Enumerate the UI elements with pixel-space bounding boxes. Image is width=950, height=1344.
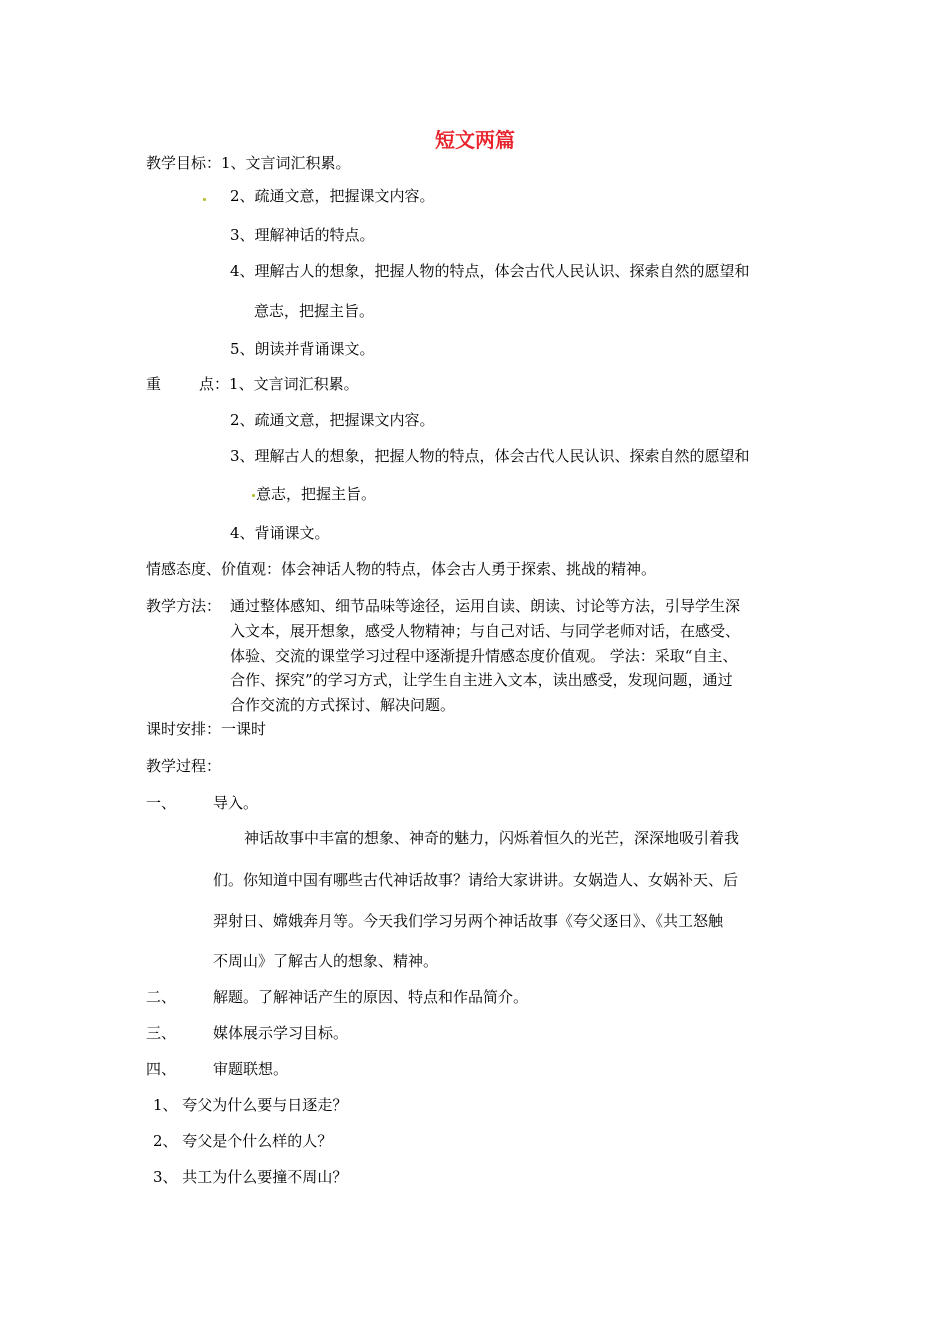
- objective-item: 2、疏通文意，把握课文内容。: [230, 187, 435, 205]
- objective-item-continued: 意志，把握主旨。: [254, 302, 375, 320]
- question-item: 3、 共工为什么要撞不周山？: [153, 1168, 348, 1186]
- schedule-line: 课时安排：一课时: [146, 720, 267, 738]
- objective-item: 5、朗读并背诵课文。: [230, 340, 375, 358]
- step-text: 解题。了解神话产生的原因、特点和作品简介。: [213, 988, 529, 1006]
- process-label: 教学过程：: [146, 757, 222, 775]
- emotion-line: 情感态度、价值观：体会神话人物的特点，体会古人勇于探索、挑战的精神。: [146, 560, 657, 578]
- stray-mark: [252, 494, 255, 497]
- step-number: 四、: [146, 1060, 177, 1078]
- step-number: 二、: [146, 988, 177, 1006]
- methods-line: 合作、探究”的学习方式，让学生自主进入文本，读出感受，发现问题，通过: [230, 671, 733, 689]
- question-item: 2、 夸父是个什么样的人？: [153, 1132, 333, 1150]
- objectives-first-line: [146, 154, 351, 172]
- methods-line: 入文本，展开想象，感受人物精神；与自己对话、与同学老师对话，在感受、: [230, 622, 741, 640]
- methods-line: 合作交流的方式探讨、解决问题。: [230, 696, 456, 714]
- question-item: 1、 夸父为什么要与日逐走？: [153, 1096, 348, 1114]
- objective-item: 3、理解神话的特点。: [230, 226, 375, 244]
- objective-item: 4、理解古人的想象，把握人物的特点，体会古代人民认识、探索自然的愿望和: [230, 262, 750, 280]
- intro-paragraph-line: 神话故事中丰富的想象、神奇的魅力，闪烁着恒久的光芒，深深地吸引着我: [244, 829, 740, 847]
- intro-paragraph-line: 不周山》了解古人的想象、精神。: [213, 952, 439, 970]
- key-point-item: 3、理解古人的想象，把握人物的特点，体会古代人民认识、探索自然的愿望和: [230, 447, 750, 465]
- step-number: 三、: [146, 1024, 177, 1042]
- objectives-label: 教学目标：: [146, 154, 222, 172]
- intro-paragraph-line: 羿射日、嫦娥奔月等。今天我们学习另两个神话故事《夸父逐日》、《共工怒触: [213, 912, 724, 930]
- key-point-item: 4、背诵课文。: [230, 524, 330, 542]
- key-point-item: 2、疏通文意，把握课文内容。: [230, 411, 435, 429]
- step-number: 一、: [146, 794, 177, 812]
- stray-mark: [203, 198, 206, 201]
- document-title: 短文两篇: [435, 128, 515, 152]
- methods-line: 通过整体感知、细节品味等途径，运用自读、朗读、讨论等方法，引导学生深: [230, 597, 741, 615]
- methods-label: 教学方法：: [146, 597, 222, 615]
- step-text: 审题联想。: [213, 1060, 289, 1078]
- step-text: 导入。: [213, 794, 259, 812]
- key-point-item-continued: 意志，把握主旨。: [256, 485, 377, 503]
- intro-paragraph-line: 们。你知道中国有哪些古代神话故事？请给大家讲讲。女娲造人、女娲补天、后: [213, 871, 739, 889]
- objective-item: 1、文言词汇积累。: [221, 154, 351, 172]
- key-points-label-b: 点：: [199, 375, 230, 393]
- key-point-item: 1、文言词汇积累。: [229, 375, 359, 393]
- methods-line: 体验、交流的课堂学习过程中逐渐提升情感态度价值观。 学法：采取“自主、: [230, 647, 738, 665]
- key-points-first-line: [146, 375, 359, 393]
- key-points-label-a: 重: [146, 375, 162, 393]
- step-text: 媒体展示学习目标。: [213, 1024, 349, 1042]
